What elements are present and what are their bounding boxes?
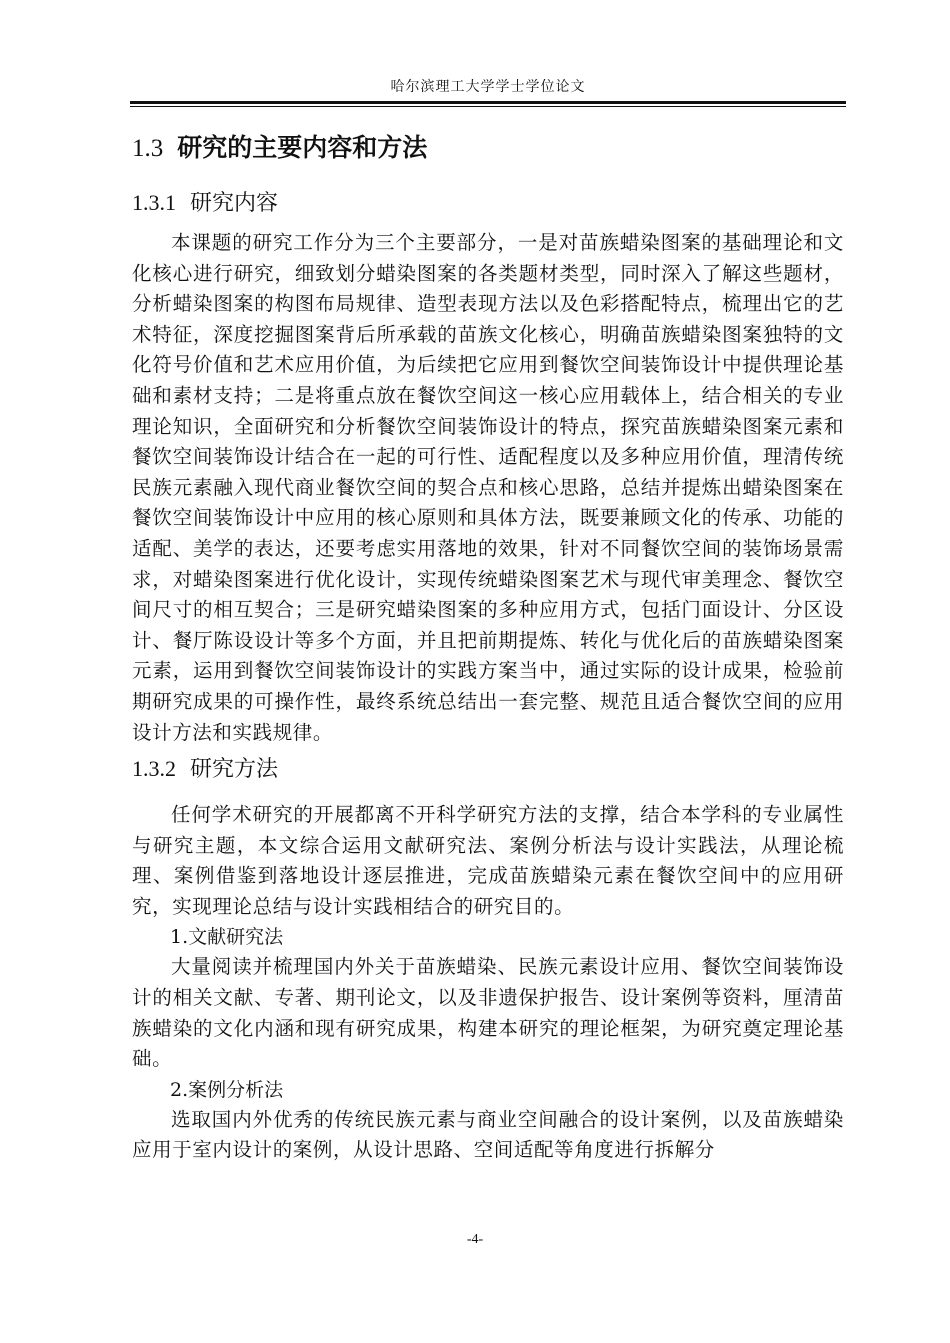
subsection-heading-content (132, 186, 844, 220)
header-rule (130, 101, 846, 104)
section-heading (132, 130, 844, 166)
subsection-number: 1.3.1 (132, 190, 176, 215)
page-body (132, 130, 844, 1166)
subsection-title: 研究内容 (190, 191, 279, 216)
method-label: 1.文献研究法 (170, 926, 284, 949)
method-label: 2.案例分析法 (170, 1078, 284, 1101)
section-title: 研究的主要内容和方法 (177, 133, 428, 162)
subsection-heading-methods (132, 752, 844, 786)
research-content-paragraph: 本课题的研究工作分为三个主要部分，一是对苗族蜡染图案的基础理论和文化核心进行研究，细致划分蜡染图案的各类题材类型，同时深入了解这些题材，分析蜡染图案的构图布局规律、造型表现方法以及色彩搭配特点，梳理出它的艺术特征，深度挖掘图案背后所承载的苗族文化核心，明确苗族蜡染图案独特的文化符号价值和艺术应用价值，为后续把它应用到餐饮空间装饰设计中提供理论基础和素材支持；二是将重点放在餐饮空间这一核心应用载体上，结合相关的专业理论知识，全面研究和分析餐饮空间装饰设计的特点，探究苗族蜡染图案元素和餐饮空间装饰设计结合在一起的可行性、适配程度以及多种应用价值，理清传统民族元素融入现代商业餐饮空间的契合点和核心思路，总结并提炼出蜡染图案在餐饮空间装饰设计中应用的核心原则和具体方法，既要兼顾文化的传承、功能的适配、美学的表达，还要考虑实用落地的效果，针对不同餐饮空间的装饰场景需求，对蜡染图案进行优化设计，实现传统蜡染图案艺术与现代审美理念、餐饮空间尺寸的相互契合；三是研究蜡染图案的多种应用方式，包括门面设计、分区设计、餐厅陈设设计等多个方面，并且把前期提炼、转化与优化后的苗族蜡染图案元素，运用到餐饮空间装饰设计的实践方案当中，通过实际的设计成果，检验前期研究成果的可操作性，最终系统总结出一套完整、规范且适合餐饮空间的应用设计方法和实践规律。 (132, 231, 844, 744)
header-rule-thin (130, 106, 846, 107)
research-methods-paragraph: 任何学术研究的开展都离不开科学研究方法的支撑，结合本学科的专业属性与研究主题，本文综合运用文献研究法、案例分析法与设计实践法，从理论梳理、案例借鉴到落地设计逐层推进，完成苗族蜡染元素在餐饮空间中的应用研究，实现理论总结与设计实践相结合的研究目的。 (132, 803, 844, 918)
subsection-title: 研究方法 (190, 757, 279, 783)
running-header: 哈尔滨理工大学学士学位论文 (390, 79, 586, 95)
section-number: 1.3 (132, 135, 164, 162)
page-number: -4- (466, 1232, 484, 1247)
method-description: 大量阅读并梳理国内外关于苗族蜡染、民族元素设计应用、餐饮空间装饰设计的相关文献、专著、期刊论文，以及非遗保护报告、设计案例等资料，厘清苗族蜡染的文化内涵和现有研究成果，构建本研究的理论框架，为研究奠定理论基础。 (132, 955, 844, 1071)
subsection-number: 1.3.2 (132, 756, 176, 782)
method-description: 选取国内外优秀的传统民族元素与商业空间融合的设计案例，以及苗族蜡染应用于室内设计的案例，从设计思路、空间适配等角度进行拆解分 (132, 1107, 844, 1162)
